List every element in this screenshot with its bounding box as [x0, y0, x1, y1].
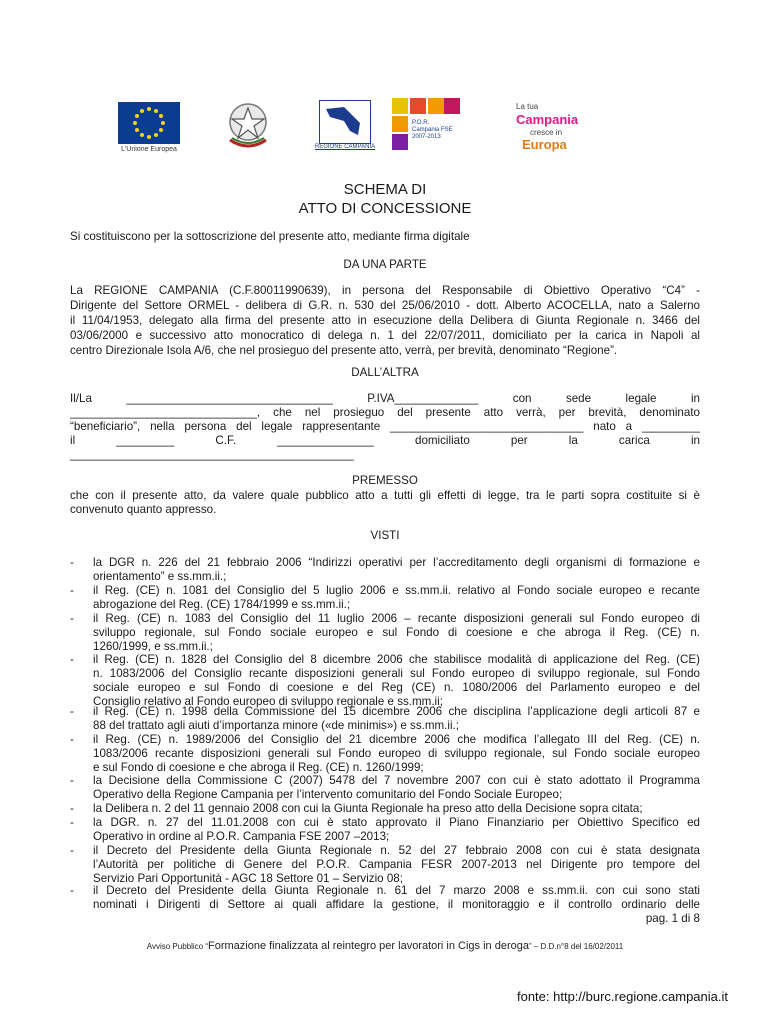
list-bullet: -: [70, 884, 74, 897]
europa-line2: Campania: [516, 112, 579, 127]
campania-caption: REGIONE CAMPANIA: [314, 144, 376, 150]
footer-prefix: Avviso Pubblico “: [146, 942, 208, 951]
europa-line1: La tua: [516, 102, 539, 111]
footer-title: Formazione finalizzata al reintegro per lavoratori in Cigs in deroga: [207, 940, 529, 952]
section-heading-dall-altra: DALL’ALTRA: [351, 366, 419, 379]
source-url: fonte: http://burc.regione.campania.it: [516, 989, 728, 1004]
footer-suffix: ” – D.D.n°8 del 16/02/2011: [528, 942, 624, 951]
section-heading-da-una-parte: DA UNA PARTE: [343, 258, 427, 271]
header-logos: [106, 98, 579, 158]
europa-line4: Europa: [522, 137, 567, 152]
list-bullet: -: [70, 733, 74, 746]
intro-text: Si costituiscono per la sottoscrizione del presente atto, mediante firma digitale: [70, 230, 470, 243]
regione-paragraph-line: Dirigente del Settore ORMEL - delibera di G.R. n. 530 del 25/06/2010 - dott. Alberto ACOCELLA, nato a Salerno: [70, 299, 700, 312]
regione-paragraph-line: La REGIONE CAMPANIA (C.F.80011990639), in persona del Responsabile di Obiettivo Operativo “C4” -: [70, 284, 700, 297]
list-bullet: -: [70, 584, 74, 597]
premesso-paragraph-line: convenuto quanto appresso.: [70, 503, 217, 516]
section-heading-visti: VISTI: [370, 529, 400, 542]
campania-europa-logo: [498, 98, 588, 158]
campania-shield-icon: [319, 100, 371, 144]
eu-flag-icon: [118, 102, 180, 144]
document-title-line2: ATTO DI CONCESSIONE: [298, 200, 472, 217]
regione-paragraph-line: centro Direzionale Isola A/6, che nel prosieguo del presente atto, verrà, per brevità, denominato “Regione”.: [70, 344, 618, 357]
por-text: P.O.R. Campania FSE 2007-2013: [412, 120, 453, 140]
page-number: pag. 1 di 8: [645, 912, 700, 925]
beneficiario-paragraph-line: “beneficiario”, nella persona del legale rappresentante ______________________________ nato a _________: [70, 420, 700, 433]
list-bullet: -: [70, 774, 74, 787]
list-bullet: -: [70, 844, 74, 857]
regione-paragraph-line: il 11/04/1953, delegato alla firma del presente atto in esecuzione della Delibera di Giunta Regionale n. 3466 del: [70, 314, 700, 327]
beneficiario-paragraph-line: il _________ C.F. _______________ domiciliato per la carica in: [70, 434, 700, 447]
italian-republic-emblem-icon: [218, 98, 278, 158]
list-bullet: -: [70, 556, 74, 569]
list-bullet: -: [70, 705, 74, 718]
premesso-paragraph-line: che con il presente atto, da valere quale pubblico atto a tutti gli effetti di legge, tra le parti sopra costituite si è: [70, 489, 700, 502]
beneficiario-paragraph-line: Il/La ________________________________ P.IVA_____________ con sede legale in: [70, 392, 700, 405]
regione-campania-logo: [314, 98, 374, 158]
eu-caption: L'Unione Europea: [121, 146, 177, 153]
eu-logo: [106, 98, 192, 158]
list-bullet: -: [70, 802, 74, 815]
europa-line3: cresce in: [530, 128, 563, 137]
footer-note: [0, 940, 770, 952]
por-campania-logo: [392, 98, 460, 158]
section-heading-premesso: PREMESSO: [352, 474, 418, 487]
list-bullet: -: [70, 612, 74, 625]
beneficiario-paragraph-line: ____________________________________________: [70, 448, 354, 461]
list-bullet: -: [70, 816, 74, 829]
regione-paragraph-line: 03/06/2000 e successivo atto monocratico di delega n. 1 del 22/07/2011, domiciliato per la carica in Napoli al: [70, 329, 700, 342]
document-title-line1: SCHEMA DI: [343, 181, 427, 198]
beneficiario-paragraph-line: _____________________________, che nel prosieguo del presente atto verrà, per brevità, denominato: [70, 406, 700, 419]
list-bullet: -: [70, 653, 74, 666]
